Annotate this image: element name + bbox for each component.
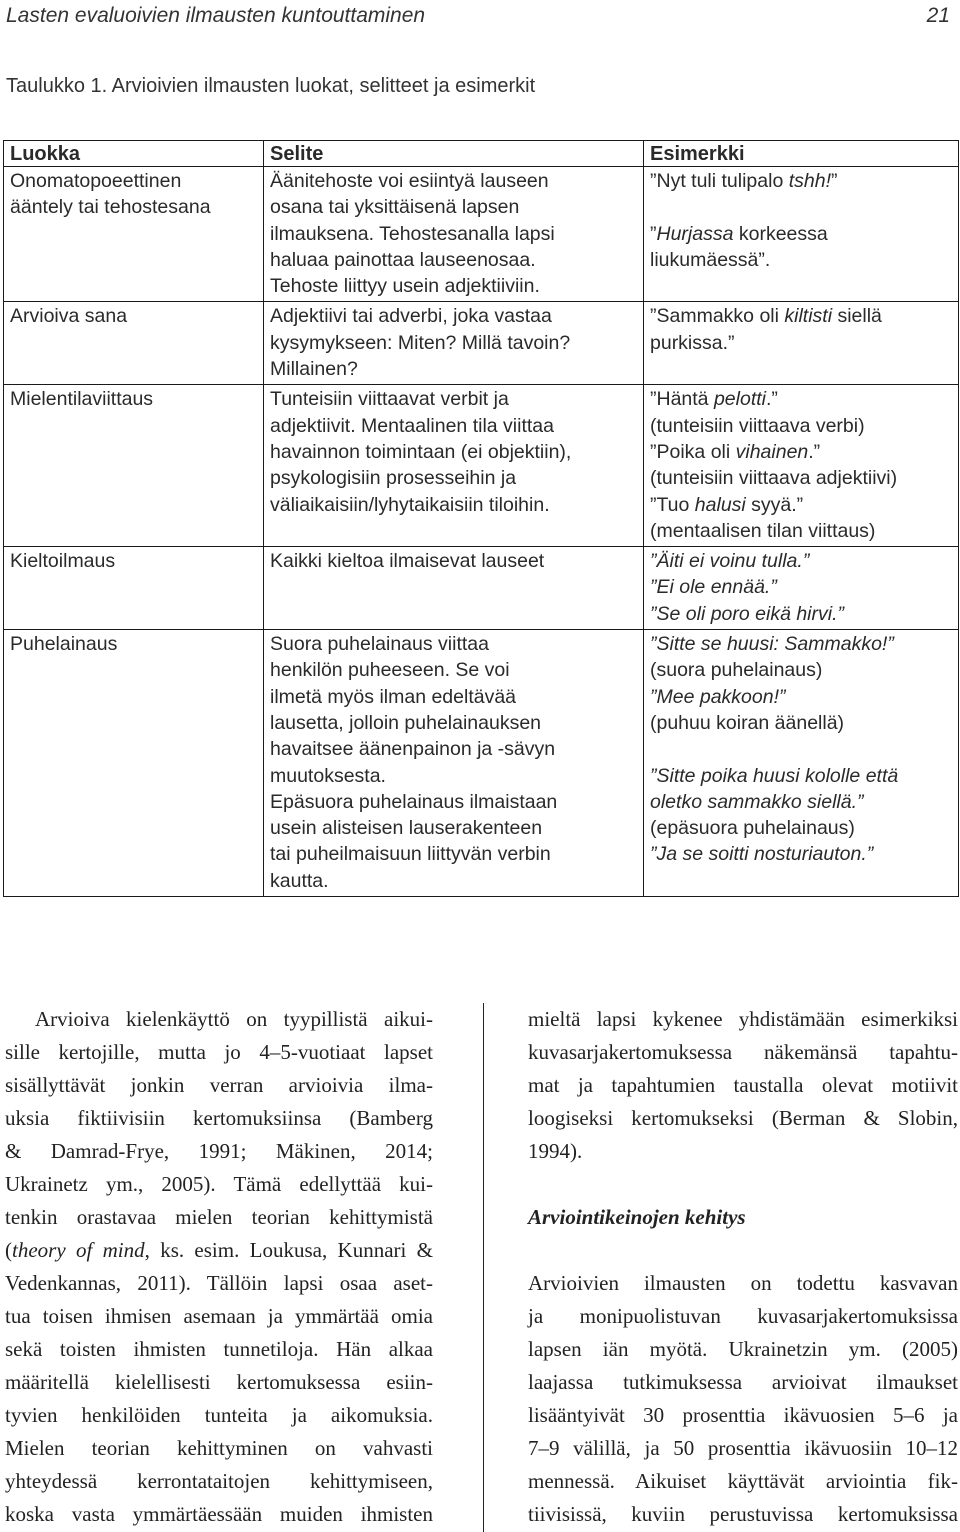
body-line: koska vasta ymmärtäessään muiden ihmisten <box>5 1502 433 1526</box>
body-line: lapsen iän myötä. Ukrainetzin ym. (2005) <box>528 1337 958 1361</box>
body-line: sekä toisten ihmisten tunnetiloja. Hän alkaa <box>5 1337 433 1361</box>
body-line: Arvioivien ilmausten on todettu kasvavan <box>528 1271 958 1295</box>
category-text: Onomatopoeettinen <box>10 170 182 192</box>
example-text: (suora puhelainaus) <box>650 659 823 682</box>
explanation-text: Suora puhelainaus viittaa <box>270 633 489 656</box>
body-line: määritellä kielellisesti kertomuksessa esiin- <box>5 1370 433 1394</box>
explanation-text: osana tai yksittäisenä lapsen <box>270 196 520 219</box>
table-row <box>4 385 959 547</box>
category-text: Mielentilaviittaus <box>10 388 154 411</box>
explanation-text: Tunteisiin viittaavat verbit ja <box>270 388 509 411</box>
column-divider <box>483 1003 484 1532</box>
explanation-text: väliaikaisiin/lyhytaikaisiin tiloihin. <box>270 493 550 516</box>
body-line: mieltä lapsi kykenee yhdistämään esimerkiksi <box>528 1007 958 1031</box>
example-cell <box>644 630 959 897</box>
example-text: ”Ja se soitti nosturiauton.” <box>650 843 874 866</box>
example-text: ”Ei ole ennää.” <box>650 576 777 599</box>
category-text: Puhelainaus <box>10 633 118 656</box>
explanation-cell <box>264 547 644 630</box>
explanation-text: Adjektiivi tai adverbi, joka vastaa <box>270 305 552 328</box>
body-line: mennessä. Aikuiset käyttävät arviointia fik- <box>528 1469 958 1493</box>
page-number: 21 <box>926 4 950 27</box>
body-line: & Damrad-Frye, 1991; Mäkinen, 2014; <box>5 1139 433 1163</box>
explanation-text: havaitsee äänenpainon ja -sävyn <box>270 738 556 761</box>
example-text: ”Tuo halusi syyä.” <box>650 493 804 516</box>
category-cell <box>4 302 264 385</box>
explanation-text: lausetta, jolloin puhelainauksen <box>270 711 542 734</box>
body-line: yhteydessä kerrontataitojen kehittymiseen, <box>5 1469 433 1493</box>
explanation-text: tai puheilmaisuun liittyvän verbin <box>270 843 551 866</box>
example-text: ”Sammakko oli kiltisti siellä <box>650 305 882 328</box>
example-text: (puhuu koiran äänellä) <box>650 711 845 734</box>
category-text: Arvioiva sana <box>10 305 128 328</box>
table-row <box>4 630 959 897</box>
example-cell <box>644 385 959 547</box>
body-column-left <box>5 1003 433 1531</box>
category-cell <box>4 547 264 630</box>
category-text: Kieltoilmaus <box>10 550 116 573</box>
body-line: tua toisen ihmisen asemaan ja ymmärtää omia <box>5 1304 433 1328</box>
body-line: tyvien henkilöiden tunteita ja aikomuksia. <box>5 1403 433 1427</box>
example-text: ”Poika oli vihainen.” <box>650 440 821 463</box>
example-text: ”Mee pakkoon!” <box>650 685 786 708</box>
explanation-text: Epäsuora puhelainaus ilmaistaan <box>270 790 558 813</box>
categories-table <box>3 140 959 897</box>
body-line: tiivisissä, kuviin perustuvissa kertomuksissa <box>528 1502 958 1526</box>
table-row <box>4 167 959 302</box>
header-esimerkki: Esimerkki <box>644 141 959 167</box>
explanation-text: Millainen? <box>270 358 358 381</box>
category-cell <box>4 385 264 547</box>
body-line: ja monipuolistuvan kuvasarjakertomuksissa <box>528 1304 958 1328</box>
example-text: ”Äiti ei voinu tulla.” <box>650 550 810 573</box>
explanation-cell <box>264 385 644 547</box>
running-title: Lasten evaluoivien ilmausten kuntouttaminen <box>6 4 426 27</box>
example-text: (mentaalisen tilan viittaus) <box>650 519 876 542</box>
body-line: mat ja tapahtumien taustalla olevat motiivit <box>528 1073 958 1097</box>
table-caption: Taulukko 1. Arvioivien ilmausten luokat, selitteet ja esimerkit <box>6 75 536 97</box>
explanation-cell <box>264 302 644 385</box>
explanation-text: ilmauksena. Tehostesanalla lapsi <box>270 222 555 245</box>
body-line: laajassa tutkimuksessa arvioivat ilmaukset <box>528 1370 958 1394</box>
table-header-row <box>4 141 959 167</box>
body-line: kuvasarjakertomuksessa näkemänsä tapahtu- <box>528 1040 958 1064</box>
example-text: (tunteisiin viittaava adjektiivi) <box>650 467 898 490</box>
category-text: ääntely tai tehostesana <box>10 196 211 219</box>
running-header <box>6 4 954 34</box>
body-line: tenkin orastavaa mielen teorian kehittymistä <box>5 1205 433 1229</box>
explanation-text: psykologisiin prosesseihin ja <box>270 467 517 490</box>
example-text: oletko sammakko siellä.” <box>650 790 864 813</box>
body-line: Mielen teorian kehittyminen on vahvasti <box>5 1436 433 1460</box>
explanation-text: kysymykseen: Miten? Millä tavoin? <box>270 331 571 354</box>
explanation-text: usein alisteisen lauserakenteen <box>270 817 543 840</box>
body-line: Ukrainetz ym., 2005). Tämä edellyttää kui- <box>5 1172 433 1196</box>
explanation-text: Tehoste liittyy usein adjektiiviin. <box>270 275 540 298</box>
body-line: 7–9 välillä, ja 50 prosenttia ikävuosiin 10–12 <box>528 1436 958 1460</box>
explanation-text: muutoksesta. <box>270 764 386 787</box>
body-line: lisääntyivät 30 prosenttia ikävuosien 5–6 ja <box>528 1403 958 1427</box>
example-cell <box>644 167 959 302</box>
explanation-text: Äänitehoste voi esiintyä lauseen <box>270 170 549 192</box>
example-text: liukumäessä”. <box>650 248 771 271</box>
explanation-text: Kaikki kieltoa ilmaisevat lauseet <box>270 550 545 573</box>
section-subheading: Arviointikeinojen kehitys <box>528 1205 746 1229</box>
example-text: ”Hurjassa korkeessa <box>650 222 828 245</box>
table-row <box>4 547 959 630</box>
body-line: Vedenkannas, 2011). Tällöin lapsi osaa aset- <box>5 1271 433 1295</box>
example-cell <box>644 302 959 385</box>
example-cell <box>644 547 959 630</box>
body-line: Arvioiva kielenkäyttö on tyypillistä aikui- <box>35 1007 433 1031</box>
example-text: ”Häntä pelotti.” <box>650 388 778 411</box>
body-line: uksia fiktiivisiin kertomuksiinsa (Bamberg <box>5 1106 433 1130</box>
category-cell <box>4 630 264 897</box>
explanation-cell <box>264 630 644 897</box>
explanation-text: haluaa painottaa lauseenosaa. <box>270 248 536 271</box>
example-text: ”Se oli poro eikä hirvi.” <box>650 602 844 625</box>
body-line: 1994). <box>528 1139 583 1163</box>
example-text: ”Nyt tuli tulipalo tshh!” <box>650 170 838 192</box>
example-text: ”Sitte se huusi: Sammakko!” <box>650 633 894 656</box>
table-row <box>4 302 959 385</box>
example-text: (epäsuora puhelainaus) <box>650 817 855 840</box>
body-line: sisällyttävät jonkin verran arvioivia ilma- <box>5 1073 433 1097</box>
category-cell <box>4 167 264 302</box>
example-text: ”Sitte poika huusi kololle että <box>650 764 899 787</box>
body-line: sille kertojille, mutta jo 4–5-vuotiaat lapset <box>5 1040 433 1064</box>
explanation-text: henkilön puheeseen. Se voi <box>270 659 510 682</box>
example-text: purkissa.” <box>650 331 735 354</box>
body-column-right <box>528 1003 958 1531</box>
body-line: loogiseksi kertomukseksi (Berman & Slobin, <box>528 1106 958 1130</box>
body-line: (theory of mind, ks. esim. Loukusa, Kunnari & <box>5 1238 434 1262</box>
explanation-text: ilmetä myös ilman edeltävää <box>270 685 517 708</box>
explanation-text: adjektiivit. Mentaalinen tila viittaa <box>270 414 554 437</box>
example-text: (tunteisiin viittaava verbi) <box>650 414 865 437</box>
explanation-cell <box>264 167 644 302</box>
header-selite: Selite <box>264 141 644 167</box>
explanation-text: havainnon toimintaan (ei objektiin), <box>270 440 572 463</box>
explanation-text: kautta. <box>270 869 329 892</box>
header-luokka: Luokka <box>4 141 264 167</box>
